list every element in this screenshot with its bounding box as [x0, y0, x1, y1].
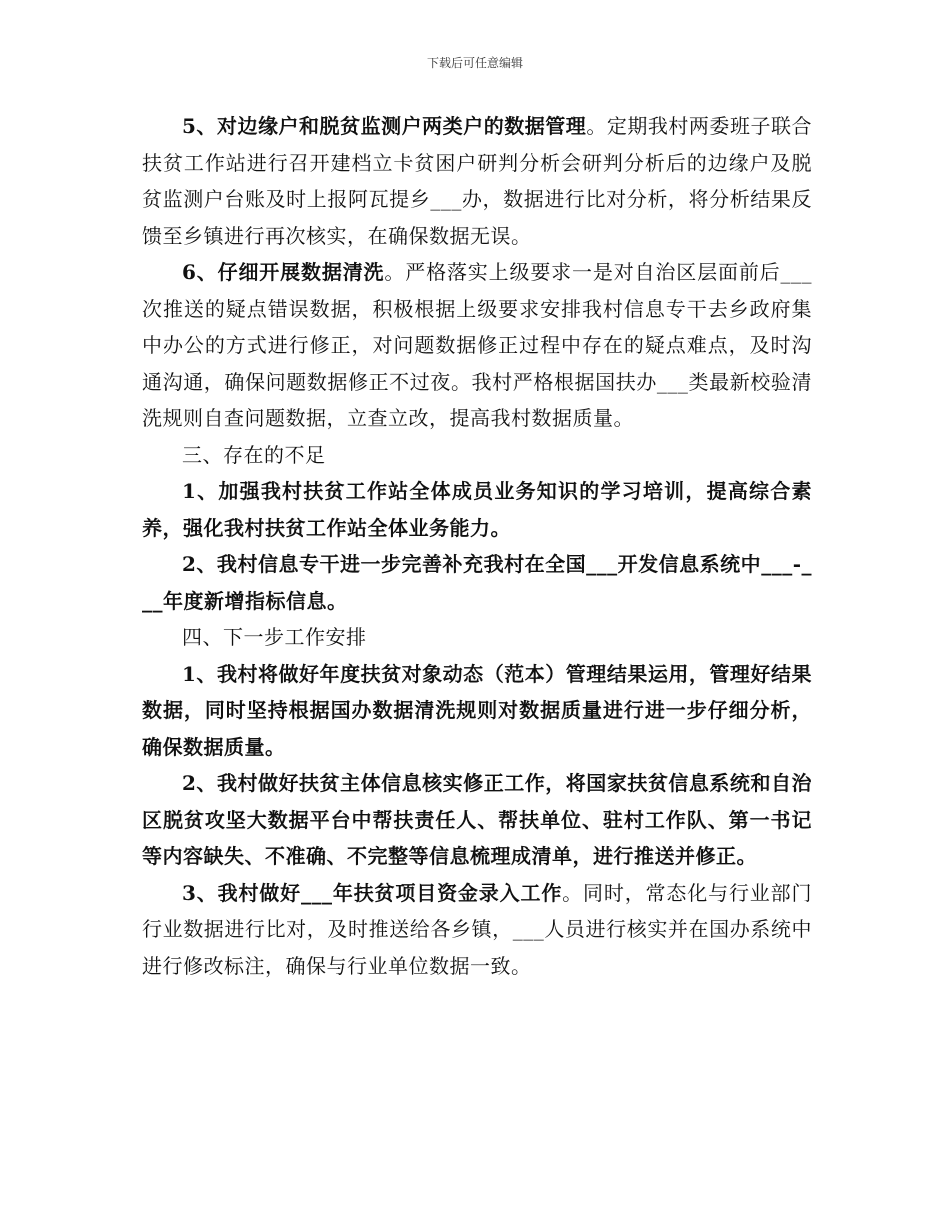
- shortcoming-item-2: 2、我村信息专干进一步完善补充我村在全国___开发信息系统中___-___年度新增指标信息。: [142, 552, 812, 613]
- document-body: [142, 108, 812, 984]
- plan-item-3: [142, 875, 812, 985]
- plan-item-3-body: 。同时，常态化与行业部门行业数据进行比对，及时推送给各乡镇，___人员进行核实并在国办系统中进行修改标注，确保与行业单位数据一致。: [142, 880, 812, 978]
- plan-item-1: 1、我村将做好年度扶贫对象动态（范本）管理结果运用，管理好结果数据，同时坚持根据国办数据清洗规则对数据质量进行进一步仔细分析，确保数据质量。: [142, 661, 812, 759]
- paragraph-5: [142, 108, 812, 254]
- paragraph-6: [142, 254, 812, 437]
- plan-item-3-lead: 3、我村做好___年扶贫项目资金录入工作: [182, 880, 563, 905]
- shortcoming-item-1: 1、加强我村扶贫工作站全体成员业务知识的学习培训，提高综合素养，强化我村扶贫工作站全体业务能力。: [142, 479, 812, 540]
- section-heading-4: 四、下一步工作安排: [182, 625, 367, 649]
- section-heading-3: 三、存在的不足: [182, 442, 326, 467]
- plan-item-2: 2、我村做好扶贫主体信息核实修正工作，将国家扶贫信息系统和自治区脱贫攻坚大数据平台中帮扶责任人、帮扶单位、驻村工作队、第一书记等内容缺失、不准确、不完整等信息梳理成清单，进行推送并修正。: [142, 771, 812, 868]
- paragraph-5-lead: 5、对边缘户和脱贫监测户两类户的数据管理: [182, 114, 587, 138]
- paragraph-6-lead: 6、仔细开展数据清洗: [182, 260, 385, 284]
- paragraph-5-body: 。定期我村两委班子联合扶贫工作站进行召开建档立卡贫困户研判分析会研判分析后的边缘户及脱贫监测户台账及时上报阿瓦提乡___办，数据进行比对分析，将分析结果反馈至乡镇进行再次核实，在确保数据无误。: [142, 114, 813, 248]
- page-header: 下载后可任意编辑: [426, 56, 523, 70]
- paragraph-6-body: 。严格落实上级要求一是对自治区层面前后___次推送的疑点错误数据，积极根据上级要求安排我村信息专干去乡政府集中办公的方式进行修正，对问题数据修正过程中存在的疑点难点，及时沟通沟通，确保问题数据修正不过夜。我村严格根据国扶办___类最新校验清洗规则自查问题数据，立查立改，提高我村数据质量。: [142, 260, 813, 430]
